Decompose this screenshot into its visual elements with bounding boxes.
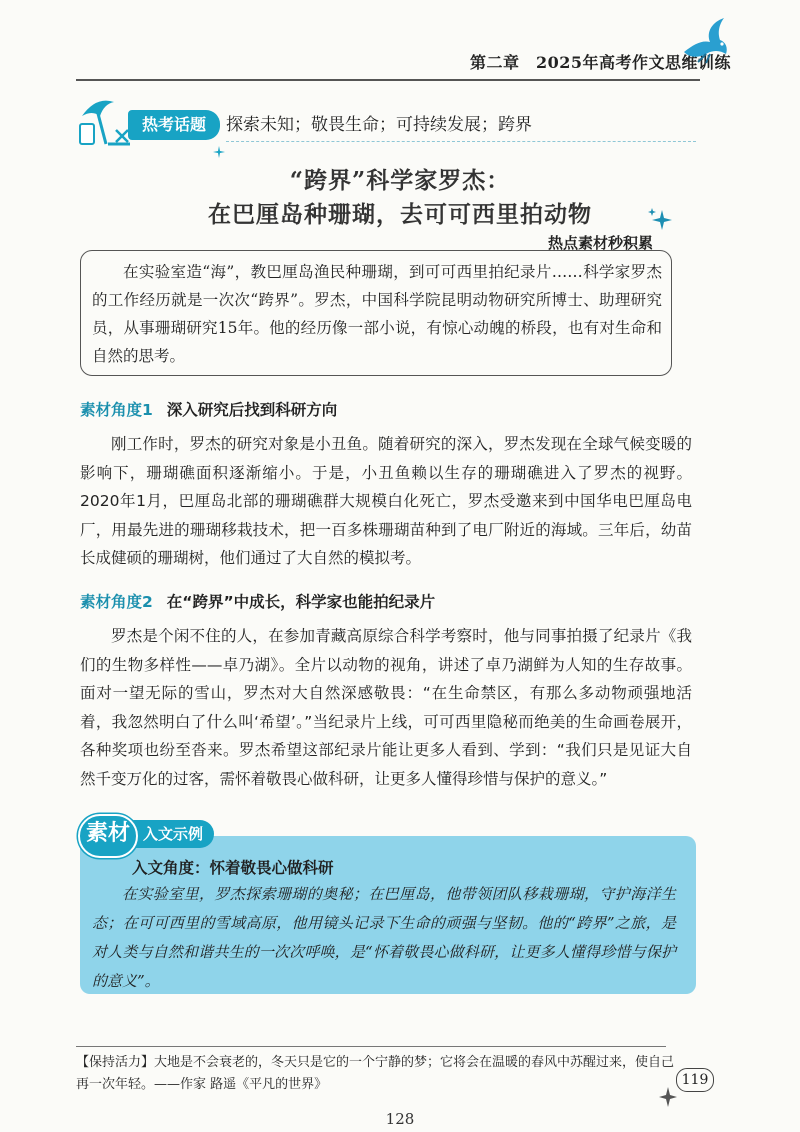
header-divider	[76, 79, 700, 81]
section-label: 素材角度1	[80, 401, 153, 419]
section-heading	[80, 590, 435, 612]
article-title-line-1: “跨界”科学家罗杰：	[289, 167, 511, 194]
footer-quote	[76, 1052, 676, 1096]
bird-icon	[676, 14, 730, 64]
section-body: 刚工作时，罗杰的研究对象是小丑鱼。随着研究的深入，罗杰发现在全球气候变暖的影响下，珊瑚礁面积逐渐缩小。于是，小丑鱼赖以生存的珊瑚礁进入了罗杰的视野。2020年1月，巴厘岛北部的珊瑚礁群大规模白化死亡，罗杰受邀来到中国华电巴厘岛电厂，用最先进的珊瑚移栽技术，把一百多株珊瑚苗种到了电厂附近的海域。三年后，幼苗长成健硕的珊瑚树，他们通过了大自然的模拟考。	[80, 435, 692, 568]
sub-label: 热点素材秒积累	[548, 234, 654, 252]
umbrella-icon	[78, 94, 134, 148]
sparkle-icon	[213, 146, 225, 158]
topic-keywords: 探索未知；敬畏生命；可持续发展；跨界	[226, 115, 532, 135]
example-badge-label: 入文示例	[142, 825, 203, 843]
topic-divider	[226, 141, 696, 142]
quote-text: 大地是不会衰老的，冬天只是它的一个宁静的梦；它将会在温暖的春风中苏醒过来，使自己再一次年轻。——作家 路遥《平凡的世界》	[76, 1055, 675, 1092]
page-number: 128	[385, 1110, 415, 1128]
summary-text: 在实验室造“海”，教巴厘岛渔民种珊瑚，到可可西里拍纪录片……科学家罗杰的工作经历就是一次次“跨界”。罗杰，中国科学院昆明动物研究所博士、助理研究员，从事珊瑚研究15年。他的经历像一部小说，有惊心动魄的桥段，也有对生命和自然的思考。	[92, 263, 662, 365]
article-title-line-2: 在巴厘岛种珊瑚，去可可西里拍动物	[208, 201, 592, 228]
quote-tag: 【保持活力】	[76, 1055, 155, 1070]
sparkle-icon	[658, 1085, 678, 1109]
example-badge-title: 素材	[85, 821, 130, 846]
example-angle: 入文角度：怀着敬畏心做科研	[132, 859, 334, 877]
section-title: 深入研究后找到科研方向	[166, 401, 338, 419]
example-text: 在实验室里，罗杰探索珊瑚的奥秘；在巴厘岛，他带领团队移栽珊瑚，守护海洋生态；在可可西里的雪域高原，他用镜头记录下生命的顽强与坚韧。他的“跨界”之旅，是对人类与自然和谐共生的一次次呼唤，是“怀着敬畏心做科研，让更多人懂得珍惜与保护的意义”。	[92, 885, 676, 990]
page-number-badge: 119	[676, 1068, 714, 1092]
section-body: 罗杰是个闲不住的人，在参加青藏高原综合科学考察时，他与同事拍摄了纪录片《我们的生物多样性——卓乃湖》。全片以动物的视角，讲述了卓乃湖鲜为人知的生存故事。面对一望无际的雪山，罗杰对大自然深感敬畏：“在生命禁区，有那么多动物顽强地活着，我忽然明白了什么叫‘希望’。”当纪录片上线，可可西里隐秘而绝美的生命画卷展开，各种奖项也纷至沓来。罗杰希望这部纪录片能让更多人看到、学到：“我们只是见证大自然千变万化的过客，需怀着敬畏心做科研，让更多人懂得珍惜与保护的意义。”	[80, 627, 692, 788]
hot-topic-tag: 热考话题	[128, 110, 220, 140]
section-label: 素材角度2	[80, 593, 153, 611]
chapter-header: 第二章 2025年高考作文思维训练	[470, 53, 732, 72]
section-title: 在“跨界”中成长，科学家也能拍纪录片	[166, 593, 436, 611]
section-heading	[80, 398, 337, 420]
footer-divider	[76, 1046, 666, 1047]
